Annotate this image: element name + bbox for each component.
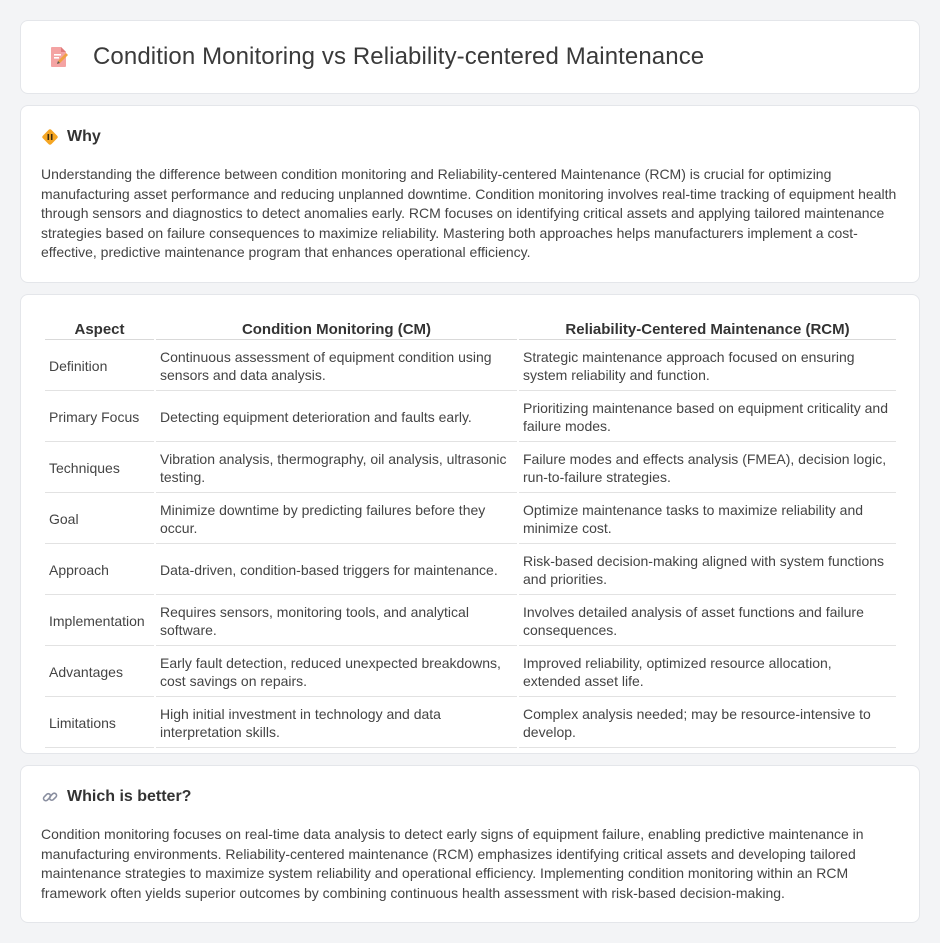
row-aspect: Implementation xyxy=(45,597,154,646)
better-heading xyxy=(41,788,899,806)
row-aspect: Advantages xyxy=(45,648,154,697)
header-aspect: Aspect xyxy=(45,317,154,340)
row-rcm: Involves detailed analysis of asset functions and failure consequences. xyxy=(519,597,896,646)
row-rcm: Failure modes and effects analysis (FMEA), decision logic, run-to-failure strategies. xyxy=(519,444,896,493)
row-aspect: Goal xyxy=(45,495,154,544)
table-header-row xyxy=(45,317,896,340)
row-aspect: Techniques xyxy=(45,444,154,493)
comparison-table xyxy=(43,315,898,750)
why-heading-label: Why xyxy=(67,128,101,145)
row-cm: Data-driven, condition-based triggers for maintenance. xyxy=(156,546,517,595)
comparison-section xyxy=(20,294,920,754)
header-rcm: Reliability-Centered Maintenance (RCM) xyxy=(519,317,896,340)
link-icon xyxy=(41,788,59,806)
row-cm: Vibration analysis, thermography, oil analysis, ultrasonic testing. xyxy=(156,444,517,493)
warning-diamond-icon xyxy=(41,128,59,146)
better-section xyxy=(20,765,920,923)
why-section xyxy=(20,105,920,283)
better-heading-label: Which is better? xyxy=(67,788,192,805)
row-rcm: Strategic maintenance approach focused on ensuring system reliability and function. xyxy=(519,342,896,391)
header-cm: Condition Monitoring (CM) xyxy=(156,317,517,340)
row-rcm: Risk-based decision-making aligned with system functions and priorities. xyxy=(519,546,896,595)
table-row xyxy=(45,597,896,646)
row-aspect: Limitations xyxy=(45,699,154,748)
table-row xyxy=(45,648,896,697)
row-aspect: Definition xyxy=(45,342,154,391)
document-edit-icon xyxy=(47,45,71,69)
table-row xyxy=(45,546,896,595)
why-text: Understanding the difference between condition monitoring and Reliability-centered Maintenance (RCM) is crucial for optimizing manufacturing asset performance and reducing unplanned downtime. Condition monitoring involves real-time tracking of equipment health through sensors and diagnostics to detect anomalies early. RCM focuses on identifying critical assets and applying tailored maintenance strategies based on failure consequences to maximize reliability. Mastering both approaches helps manufacturers implement a cost-effective, predictive maintenance program that enhances operational efficiency. xyxy=(41,166,897,261)
row-cm: Early fault detection, reduced unexpected breakdowns, cost savings on repairs. xyxy=(156,648,517,697)
table-row xyxy=(45,699,896,748)
row-rcm: Complex analysis needed; may be resource-intensive to develop. xyxy=(519,699,896,748)
why-heading xyxy=(41,128,899,146)
table-row xyxy=(45,393,896,442)
row-cm: Detecting equipment deterioration and faults early. xyxy=(156,393,517,442)
row-rcm: Optimize maintenance tasks to maximize reliability and minimize cost. xyxy=(519,495,896,544)
table-row xyxy=(45,342,896,391)
row-cm: Requires sensors, monitoring tools, and analytical software. xyxy=(156,597,517,646)
row-aspect: Approach xyxy=(45,546,154,595)
page-title: Condition Monitoring vs Reliability-centered Maintenance xyxy=(93,43,705,70)
row-cm: Minimize downtime by predicting failures before they occur. xyxy=(156,495,517,544)
row-rcm: Prioritizing maintenance based on equipment criticality and failure modes. xyxy=(519,393,896,442)
table-row xyxy=(45,444,896,493)
row-cm: High initial investment in technology and data interpretation skills. xyxy=(156,699,517,748)
title-card xyxy=(20,20,920,94)
better-text: Condition monitoring focuses on real-time data analysis to detect early signs of equipment failure, enabling predictive maintenance in manufacturing environments. Reliability-centered maintenance (RCM) emphasizes identifying critical assets and developing tailored maintenance strategies to maximize system reliability and operational efficiency. Implementing condition monitoring within an RCM framework often yields superior outcomes by combining continuous health assessment with risk-based decision-making. xyxy=(41,826,864,901)
row-cm: Continuous assessment of equipment condition using sensors and data analysis. xyxy=(156,342,517,391)
table-row xyxy=(45,495,896,544)
row-aspect: Primary Focus xyxy=(45,393,154,442)
row-rcm: Improved reliability, optimized resource allocation, extended asset life. xyxy=(519,648,896,697)
